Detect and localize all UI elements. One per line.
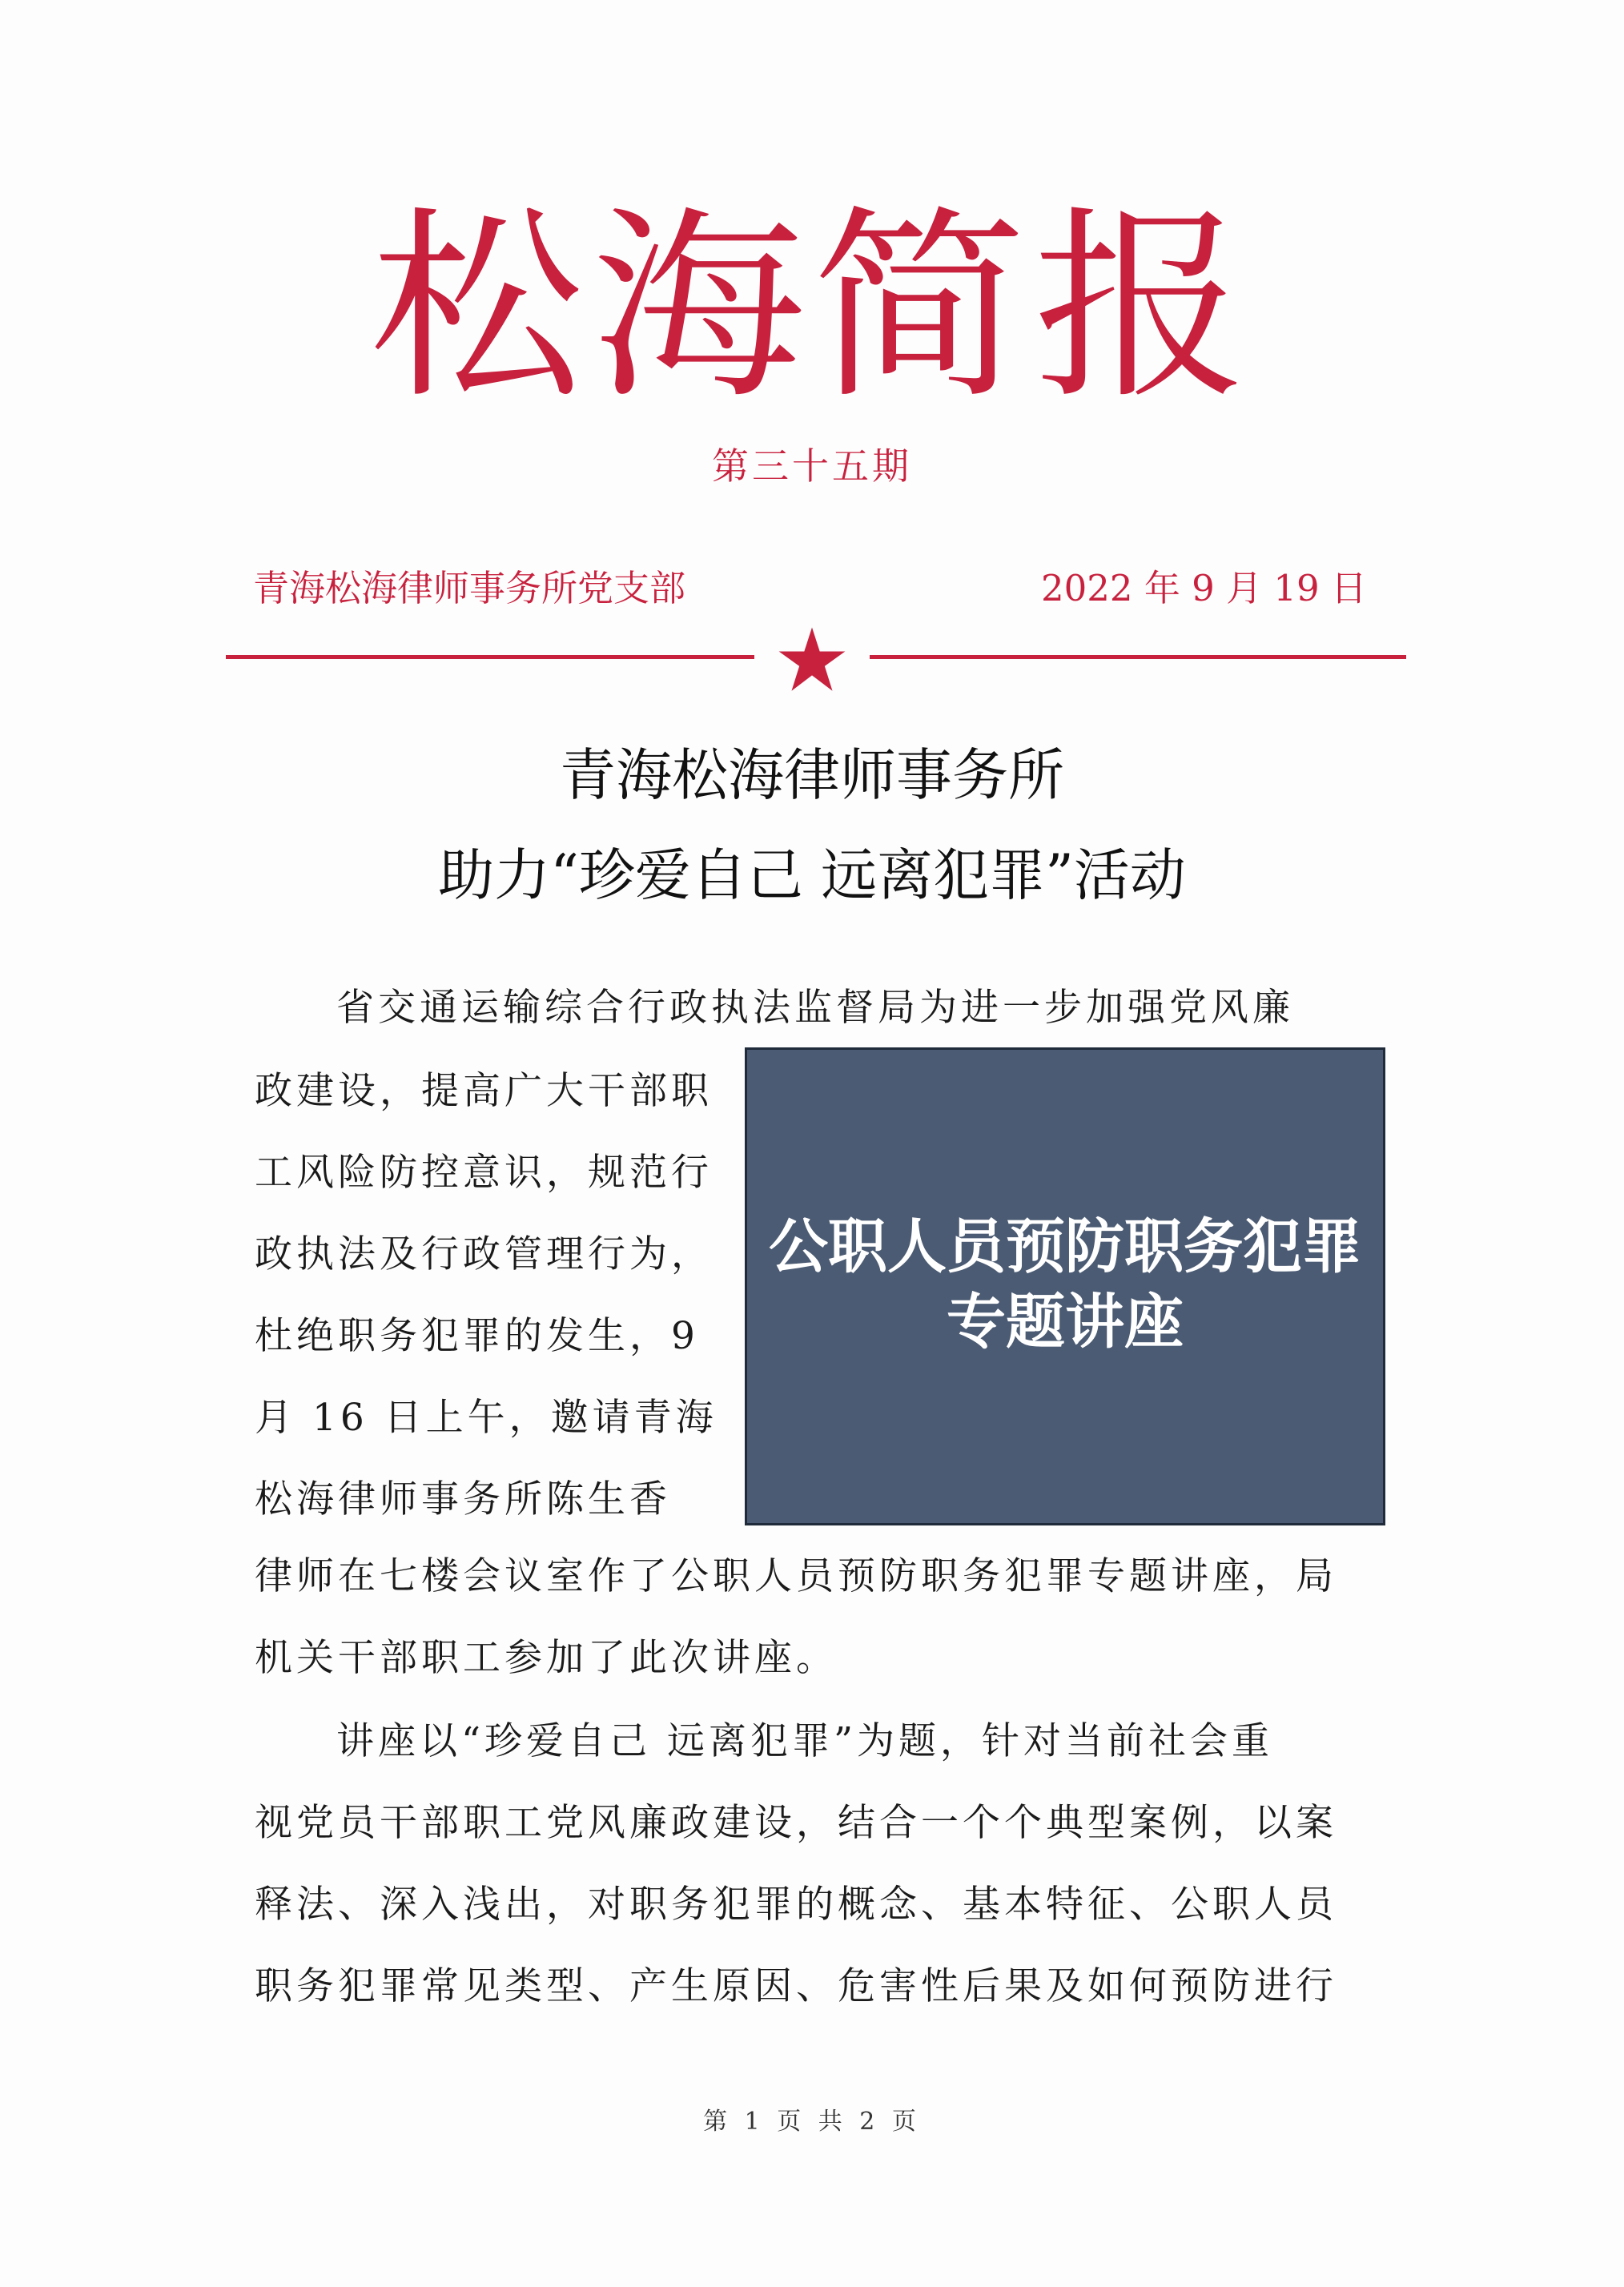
issuer-name: 青海松海律师事务所党支部: [253, 567, 686, 609]
text-line: 松海律师事务所陈生香: [255, 1477, 671, 1521]
text-line: 政执法及行政管理行为，: [255, 1232, 713, 1276]
article-headline-line2: 助力“珍爱自己 远离犯罪”活动: [438, 842, 1186, 908]
text-line: 职务犯罪常见类型、产生原因、危害性后果及如何预防进行: [255, 1964, 1337, 2008]
paragraph-2: [255, 1701, 1393, 2028]
issue-date: 2022 年 9 月 19 日: [1041, 567, 1367, 609]
text-line: 省交通运输综合行政执法监督局为进一步加强党风廉: [336, 986, 1294, 1030]
paragraph-1-rest: [255, 1536, 1393, 1699]
text-line: 视党员干部职工党风廉政建设，结合一个个典型案例，以案: [255, 1801, 1337, 1845]
star-icon: [777, 625, 847, 695]
text-line: 月 16 日上午，邀请青海: [255, 1396, 718, 1440]
poster-title-line1: 公职人员预防职务犯罪: [769, 1212, 1361, 1281]
poster-title-line2: 专题讲座: [947, 1288, 1184, 1357]
text-line: 工风险防控意识，规范行: [255, 1151, 713, 1195]
lecture-poster-image: [745, 1047, 1385, 1525]
header-rule-left: [226, 655, 754, 659]
text-line: 杜绝职务犯罪的发生，9: [255, 1314, 699, 1358]
text-line: 政建设，提高广大干部职: [255, 1069, 713, 1113]
issue-number: 第三十五期: [712, 444, 912, 488]
masthead-title: 松海简报: [369, 189, 1255, 427]
text-line: 释法、深入浅出，对职务犯罪的概念、基本特征、公职人员: [255, 1883, 1337, 1927]
paragraph-1-wrapped: [255, 1051, 727, 1541]
paragraph-1-first-line: [336, 967, 1393, 1049]
text-line: 机关干部职工参加了此次讲座。: [255, 1636, 838, 1680]
text-line: 律师在七楼会议室作了公职人员预防职务犯罪专题讲座，局: [255, 1554, 1337, 1598]
text-line: 讲座以“珍爱自己 远离犯罪”为题，针对当前社会重: [336, 1719, 1273, 1763]
page-footer: 第 1 页 共 2 页: [703, 2108, 921, 2136]
header-rule-right: [870, 655, 1406, 659]
article-headline-line1: 青海松海律师事务所: [560, 742, 1064, 808]
